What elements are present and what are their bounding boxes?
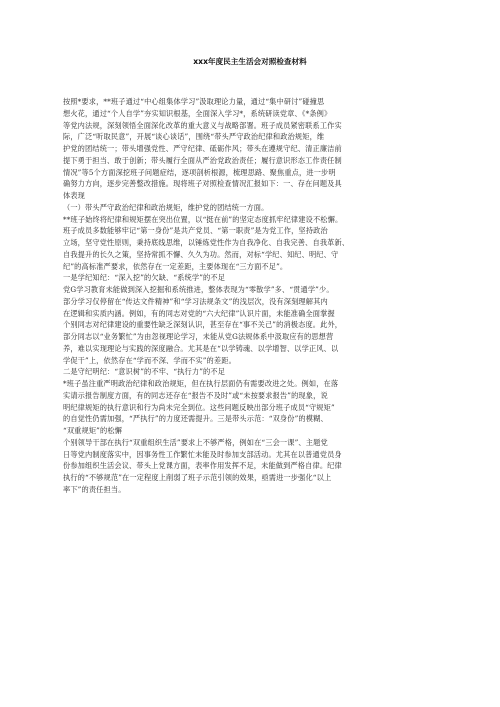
body-text-line: *班子虽注重严明政治纪律和政治规矩，但在执行层面仍有需要改进之处。例如，在落 — [63, 379, 339, 388]
body-text-line: 学促干”上，依然存在“学而不深、学而不实”的差距。 — [63, 355, 236, 365]
body-text-line: 在逻辑和实质内涵。例如，有的同志对党的“六大纪律”认识片面，未能准确全面掌握 — [63, 308, 335, 318]
body-text-line: 执行的“不够规范”在一定程度上削弱了班子示范引领的效果，亟需进一步强化“以上 — [63, 473, 332, 482]
body-text-line: 党G学习教育未能做到深入挖掘和系统推进，整体表现为“零散学”多、“贯通学”少。 — [63, 285, 334, 294]
body-text-line: 想火花，通过“个人自学”夯实知识根基，全面深入学习*，系统研读党章、《*条例》 — [63, 108, 332, 118]
document-body — [63, 96, 439, 496]
body-text-line: 一是学纪知纪：“深入挖”的欠缺、“系统学”的不足 — [63, 273, 226, 283]
body-text-line: 护党的团结统一；带头增强党性、严守纪律、砥砺作风；带头在遵规守纪、清正廉洁前 — [63, 144, 342, 153]
body-text-line: 部分学习仅停留在“传达文件精神”和“学习法规条文”的浅层次，没有深刻理解其内 — [63, 296, 328, 306]
body-text-line: 二是守纪明纪：“意识树”的不牢、“执行力”的不足 — [63, 367, 226, 377]
body-text-line: 班子成员多数能够牢记“第一身份”是共产党员、“第一职责”是为党工作，坚持政治 — [63, 226, 328, 236]
body-text-line: （一）带头严守政治纪律和政治规矩，维护党的团结统一方面。 — [63, 202, 269, 212]
body-text-line: 日等党内制度落实中，因事务性工作繁忙未能及时参加支部活动。尤其在以普通党员身 — [63, 449, 342, 459]
body-text-line: 确努力方向，逐步完善整改措施。现将班子对照检查情况汇报如下：一、存在问题及具 — [63, 179, 342, 189]
body-text-line: 体表现 — [63, 191, 86, 200]
body-text-line: 明纪律规矩的执行意识和行为尚未完全到位。这些问题反映出部分班子成员“守规矩” — [63, 402, 335, 412]
body-text-line: 情况”等5个方面深挖班子问题症结，逐项剖析根源，梳理思路、聚焦重点，进一步明 — [63, 167, 336, 177]
body-text-line: 提下勇于担当、敢于创新；带头履行全面从严治党政治责任；履行意识形态工作责任制 — [63, 155, 342, 165]
body-text-line: 部分同志以“业务繁忙”为由忽视理论学习，未能从党G法规体系中汲取应有的思想营 — [63, 332, 334, 341]
body-text-line: **班子始终将纪律和规矩摆在突出位置，以“挺在前”的坚定态度抓牢纪律建设不松懈。 — [63, 214, 343, 224]
body-text-line: 个别领导干部在执行“双重组织生活”要求上不够严格，例如在“三会一课”、主题党 — [63, 437, 328, 447]
body-text-line: 立场，坚守党性原则，秉持底线思维，以锤炼党性作为自我净化、自我完善、自我革新、 — [63, 238, 350, 247]
body-text-line: “双重规矩”的松懈 — [63, 426, 123, 435]
body-text-line: 按照*要求，**班子通过“中心组集体学习”汲取理论力量，通过“集中研讨”碰撞思 — [63, 97, 325, 106]
body-text-line: 等党内法规，深刻领悟全面深化改革的重大意义与战略部署。班子成员紧密联系工作实 — [63, 120, 342, 130]
body-text-line: 际，广泛“听取民意”，开展“谈心谈话”，围绕“带头严守政治纪律和政治规矩，维 — [63, 132, 325, 142]
body-text-line: 自我提升的长久之策，坚持常抓不懈、久久为功。然而，对标“学纪、知纪、明纪、守 — [63, 249, 339, 259]
body-text-line: 的自觉性仍需加强，“严执行”的力度还需提升。三是带头示范：“双身份”的模糊、 — [63, 414, 328, 424]
body-text-line: 实请示报告制度方面，有的同志还存在“报告不及时”或“未按要求报告”的现象，说 — [63, 390, 328, 400]
document-title: xxx年度民主生活会对照检查材料 — [193, 57, 307, 66]
body-text-line: 个别同志对纪律建设的重要性缺乏深刻认识，甚至存在“事不关己”的消极态度。此外， — [63, 320, 343, 330]
body-text-line: 率下”的责任担当。 — [63, 484, 126, 494]
body-text-line: 份参加组织生活会议、带头上党课方面，表率作用发挥不足，未能做到严格自律。纪律 — [63, 461, 342, 471]
body-text-line: 纪”的高标准严要求，依然存在一定差距，主要体现在“三方面不足”。 — [63, 261, 288, 271]
body-text-line: 养，难以实现理论与实践的深度融合。尤其是在“以学铸魂、以学增智、以学正风、以 — [63, 343, 339, 353]
